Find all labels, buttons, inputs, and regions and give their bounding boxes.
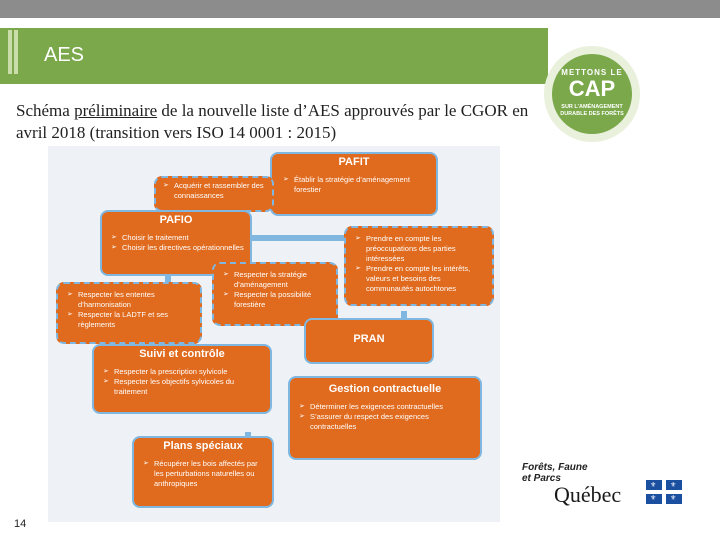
gestion-title: Gestion contractuelle (328, 383, 442, 395)
strategy-item: ➢ Respecter la possibilité forestière (234, 290, 330, 310)
suivi-item: ➢ Respecter les objectifs sylvicoles du traitement (114, 377, 264, 397)
suivi-item: ➢ Respecter la prescription sylvicole (114, 367, 264, 377)
gestion-item: ➢ Déterminer les exigences contractuelles (310, 402, 474, 412)
strategy-item: ➢ Respecter la stratégie d’aménagement (234, 270, 330, 290)
harmonisation-item: ➢ Respecter les ententes d’harmonisation (78, 290, 194, 310)
ministry-line2: et Parcs (522, 473, 561, 484)
logo-line3: SUR L’AMÉNAGEMENT DURABLE DES FORÊTS (560, 104, 624, 117)
logo-line1: METTONS LE (561, 68, 623, 77)
pafio-item: ➢ Choisir le traitement (122, 233, 244, 243)
harmonisation-box (56, 282, 202, 344)
knowledge-box (154, 176, 274, 212)
concerns-item: ➢ Prendre en compte les intérêts, valeurs et besoins des communautés autochtones (366, 264, 486, 294)
gestion-item: ➢ S’assurer du respect des exigences contractuelles (310, 412, 474, 432)
page-number: 14 (14, 518, 27, 530)
pran-title: PRAN (353, 333, 385, 345)
quebec-flag-icon: ⚜ ⚜ ⚜ ⚜ (646, 480, 682, 504)
pafio-title: PAFIO (159, 214, 193, 226)
aes-diagram (48, 146, 500, 522)
plans-title: Plans spéciaux (163, 440, 243, 452)
suivi-title: Suivi et contrôle (139, 348, 225, 360)
suivi-box (92, 344, 272, 414)
concerns-item: ➢ Prendre en compte les préoccupations des parties intéressées (366, 234, 486, 264)
page-title: AES (44, 44, 85, 66)
quebec-wordmark: Québec (554, 482, 622, 507)
ministry-line1: Forêts, Faune (522, 462, 588, 473)
header-stripe (8, 30, 12, 74)
plans-item: ➢ Récupérer les bois affectés par les perturbations naturelles ou anthropiques (154, 459, 266, 489)
strategy-box (212, 262, 338, 326)
pafio-item: ➢ Choisir les directives opérationnelles (122, 243, 244, 253)
plans-box (132, 436, 274, 508)
gestion-box (288, 376, 482, 460)
header-stripe (14, 30, 18, 74)
harmonisation-item: ➢ Respecter la LADTF et ses règlements (78, 310, 194, 330)
logo-line2: CAP (568, 76, 616, 101)
pafit-item: ➢ Acquérir et rassembler des connaissances (174, 181, 266, 201)
cap-logo (552, 54, 632, 134)
ministry-name (522, 462, 588, 484)
subtitle: Schéma préliminaire de la nouvelle liste d’AES approuvés par le CGOR en avril 2018 (transition vers ISO 14 0001 : 2015) (16, 101, 529, 142)
pafit-item: ➢ Établir la stratégie d’aménagement forestier (294, 175, 430, 195)
concerns-box (344, 226, 494, 306)
pafit-title: PAFIT (338, 156, 370, 168)
top-bar (0, 0, 720, 18)
pran-box (304, 318, 434, 364)
pafit-box (270, 152, 438, 216)
